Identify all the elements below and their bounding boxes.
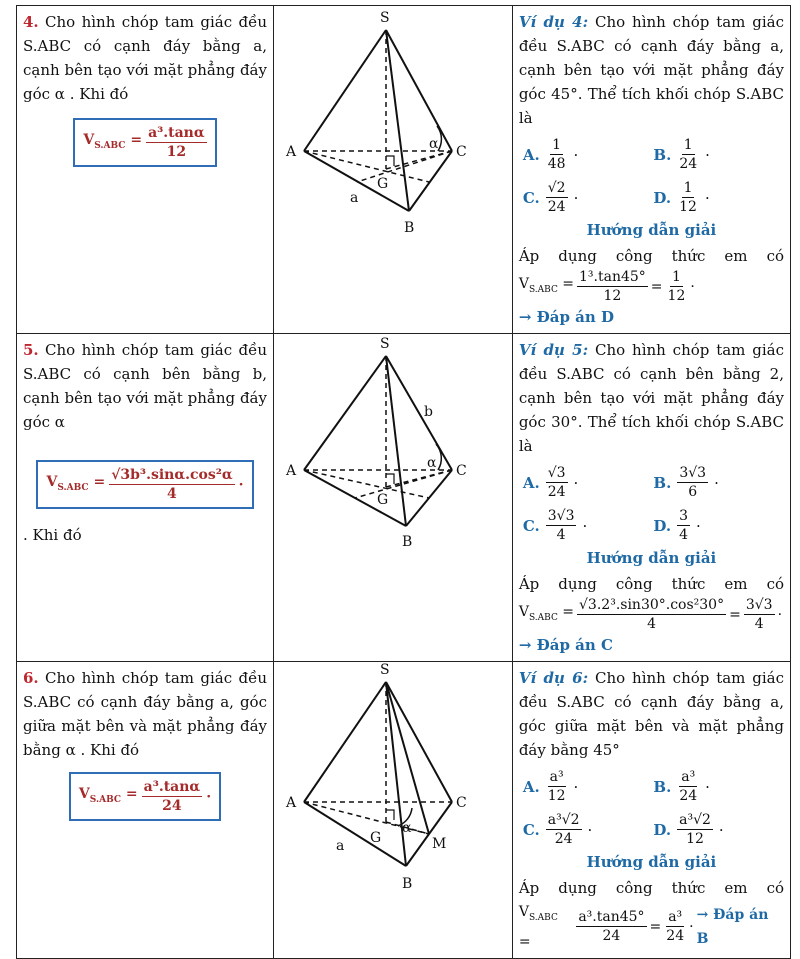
solution-text: Áp dụng công thức em có: [518, 879, 784, 897]
table-row: [17, 6, 791, 334]
formula-cell: [17, 6, 274, 334]
option: D. $\frac{\text{a³√2}}{12}$ ·: [653, 812, 724, 847]
option: C. $\frac{\text{a³√2}}{24}$ ·: [522, 812, 593, 847]
option: A. $\frac{√3}{24}$ ·: [522, 465, 579, 500]
solution-text: Áp dụng công thức em có: [518, 575, 784, 593]
side-label: a: [349, 190, 359, 206]
option: A. $\frac{\text{a³}}{12}$ ·: [522, 769, 579, 804]
example-cell: Ví dụ 6: Cho hình chóp tam giác đều S.ABC có cạnh đáy bằng a, góc giữa mặt bên và mặt phẳng đáy bằng 45° A. $\frac{\text{a³}}{12}$ · B. $\frac{\text{a³}}{24}$ · C. $\frac{\text{a³√2}}{24}$ · D. $\frac{\text{a³√2}}{12}$ · Hướng dẫn giải Áp dụng công thức em có $V_{S.ABC}$ = $\frac{\text{a³.tan45°}}{24}$ = $\frac{\text{a³}}{24}$ · → Đáp án B: [512, 662, 790, 959]
solution-heading: Hướng dẫn giải: [586, 549, 717, 567]
solution-calc: $V_{S.ABC}$ = $\frac{\text{a³.tan45°}}{24}$ = $\frac{\text{a³}}{24}$ · → Đáp án B: [519, 900, 784, 954]
option: C. $\frac{3√3}{4}$ ·: [522, 508, 588, 543]
item-number: 4.: [23, 13, 39, 31]
pyramid-figure: [274, 334, 510, 640]
vertex-label: S: [379, 336, 390, 352]
example-label: Ví dụ 4:: [518, 13, 589, 31]
formula-cell: [17, 662, 274, 959]
item-number: 5.: [23, 341, 39, 359]
angle-label: α: [401, 820, 412, 836]
formula-lhs: V: [83, 131, 95, 148]
vertex-label: B: [403, 220, 415, 236]
vertex-label: C: [455, 144, 467, 160]
vertex-label: B: [401, 876, 413, 892]
figure-cell: [273, 662, 512, 959]
pyramid-figure: [274, 6, 510, 312]
option: B. $\frac{\text{a³}}{24}$ ·: [653, 769, 710, 804]
figure-cell: [273, 334, 512, 662]
vertex-label: A: [285, 463, 297, 479]
example-cell: [512, 6, 790, 334]
answer-options: [523, 464, 784, 544]
vertex-label: S: [379, 662, 390, 678]
solution-text: Áp dụng công thức em có: [518, 247, 784, 265]
option: C. $\frac{√2}{24}$ ·: [522, 180, 579, 215]
answer-line: → Đáp án C: [518, 636, 613, 654]
example-cell: Ví dụ 5: Cho hình chóp tam giác đều S.ABC có cạnh bên bằng 2, cạnh bên tạo với mặt phẳng đáy góc 30°. Thể tích khối chóp S.ABC là A. $\frac{√3}{24}$ · B. $\frac{3√3}{6}$ · C. $\frac{3√3}{4}$ · D. $\frac{3}{4}$ · Hướng dẫn giải Áp dụng công thức em có $V_{S.ABC}$ = $\frac{\text{√3.2³.sin30°.cos²30°}}{4}$ = $\frac{3√3}{4}$ · → Đáp án C: [512, 334, 790, 662]
vertex-label: A: [285, 144, 297, 160]
answer-options: [523, 136, 784, 216]
solution-calc: $V_{S.ABC}$ = $\frac{\text{√3.2³.sin30°.cos²30°}}{4}$ = $\frac{3√3}{4}$ ·: [518, 597, 783, 632]
pyramid-figure: [274, 662, 510, 917]
figure-cell: [273, 6, 512, 334]
solution-calc: $V_{S.ABC}$ = $\frac{\text{1³.tan45°}}{12}$ = $\frac{1}{12}$ ·: [518, 269, 695, 304]
answer-options: [523, 768, 784, 848]
formula-denominator: 12: [166, 144, 187, 160]
option: A. $\frac{1}{48}$ ·: [522, 137, 579, 172]
formula-numerator: a³.tanα: [148, 125, 205, 141]
option: D. $\frac{1}{12}$ ·: [653, 180, 710, 215]
vertex-label: G: [376, 176, 389, 192]
answer-line: → Đáp án D: [518, 308, 615, 326]
formula-cell: [17, 334, 274, 662]
side-label: a: [335, 838, 345, 854]
vertex-label: A: [285, 795, 297, 811]
formula-box: $V_{S.ABC}$ = $\frac{\text{√3b³.sinα.cos²α}}{4}$ ·: [36, 460, 253, 509]
option: B. $\frac{1}{24}$ ·: [653, 137, 710, 172]
vertex-label: C: [455, 795, 467, 811]
vertex-label: B: [401, 534, 413, 550]
item-number: 6.: [23, 669, 39, 687]
angle-label: α: [426, 455, 437, 471]
vertex-label: G: [376, 492, 389, 508]
solution-heading: Hướng dẫn giải: [586, 221, 717, 239]
option: D. $\frac{3}{4}$ ·: [653, 508, 701, 543]
table-row: [17, 334, 791, 662]
table-row: [17, 662, 791, 959]
answer-line: → Đáp án B: [696, 906, 769, 947]
formula-box: $V_{S.ABC}$ = $\frac{\text{a³.tanα}}{24}$ ·: [69, 772, 221, 821]
vertex-label: S: [379, 10, 390, 26]
vertex-label: C: [455, 463, 467, 479]
example-text: Cho hình chóp tam giác đều S.ABC có cạnh đáy bằng a, cạnh bên tạo với mặt phẳng đáy góc 45°. Thể tích khối chóp S.ABC là: [518, 13, 785, 127]
item-text-after: . Khi đó: [23, 526, 82, 544]
item-text: Cho hình chóp tam giác đều S.ABC có cạnh bên bằng b, cạnh bên tạo với mặt phẳng đáy góc α: [23, 341, 267, 431]
solution-heading: Hướng dẫn giải: [586, 853, 717, 871]
formula-box: $V_{S.ABC}$ = $\frac{\text{a³.tanα}}{12}$: [73, 118, 216, 167]
vertex-label: M: [431, 836, 447, 852]
item-text: Cho hình chóp tam giác đều S.ABC có cạnh đáy bằng a, góc giữa mặt bên và mặt phẳng đáy bằng α . Khi đó: [23, 669, 267, 759]
formula-lhs-sub: S.ABC: [94, 140, 126, 151]
option: B. $\frac{3√3}{6}$ ·: [653, 465, 719, 500]
side-label: b: [423, 404, 433, 420]
angle-label: α: [428, 136, 439, 152]
item-text: Cho hình chóp tam giác đều S.ABC có cạnh đáy bằng a, cạnh bên tạo với mặt phẳng đáy góc α . Khi đó: [23, 13, 267, 103]
formula-table: [16, 5, 791, 959]
vertex-label: G: [369, 830, 382, 846]
